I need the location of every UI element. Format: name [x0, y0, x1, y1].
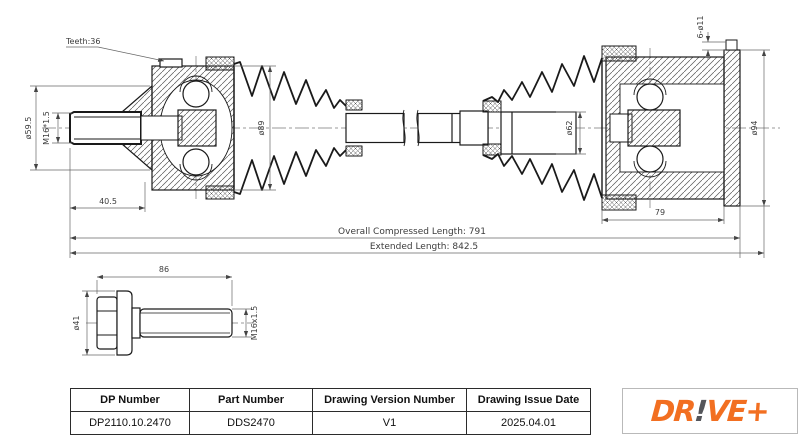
thread-label: M16*1.5	[42, 111, 51, 145]
part-number-value: DDS2470	[190, 412, 313, 435]
teeth-label: Teeth:36	[66, 37, 101, 46]
bolt-length-label: 86	[158, 265, 170, 274]
boot-diameter-label: ø89	[257, 120, 266, 136]
part-number-header: Part Number	[190, 389, 313, 412]
bolt-thread-label: M16x1.5	[250, 305, 259, 341]
outer-diameter-label: ø59.5	[24, 116, 33, 140]
flange-diameter-label: ø94	[750, 120, 759, 136]
logo-exclamation: !	[693, 393, 708, 428]
stub-length-label: 40.5	[99, 197, 117, 206]
compressed-length-label: Overall Compressed Length: 791	[338, 227, 486, 237]
issue-date-value: 2025.04.01	[467, 412, 591, 435]
shaft	[346, 101, 576, 155]
brand-logo-text	[650, 393, 770, 428]
outer-cv-joint	[70, 57, 234, 199]
bolt-flange-diameter-label: ø41	[72, 315, 81, 331]
logo-part-dr: DR	[650, 393, 697, 428]
hub-bolt	[97, 291, 232, 355]
can-diameter-label: ø62	[565, 120, 574, 136]
dp-number-value: DP2110.10.2470	[71, 412, 190, 435]
logo-part-ve-plus: VE+	[705, 393, 770, 428]
brand-logo	[622, 388, 798, 434]
title-block-value-row	[71, 412, 591, 435]
drawing-version-value: V1	[313, 412, 467, 435]
issue-date-header: Drawing Issue Date	[467, 389, 591, 412]
dp-number-header: DP Number	[71, 389, 190, 412]
title-block-header-row	[71, 389, 591, 412]
joint-length-label: 79	[654, 208, 666, 217]
inner-cv-joint	[602, 40, 740, 210]
title-block	[70, 388, 591, 435]
bolt-holes-label: 6-ø11	[696, 15, 705, 39]
drawing-version-header: Drawing Version Number	[313, 389, 467, 412]
extended-length-label: Extended Length: 842.5	[369, 242, 479, 252]
